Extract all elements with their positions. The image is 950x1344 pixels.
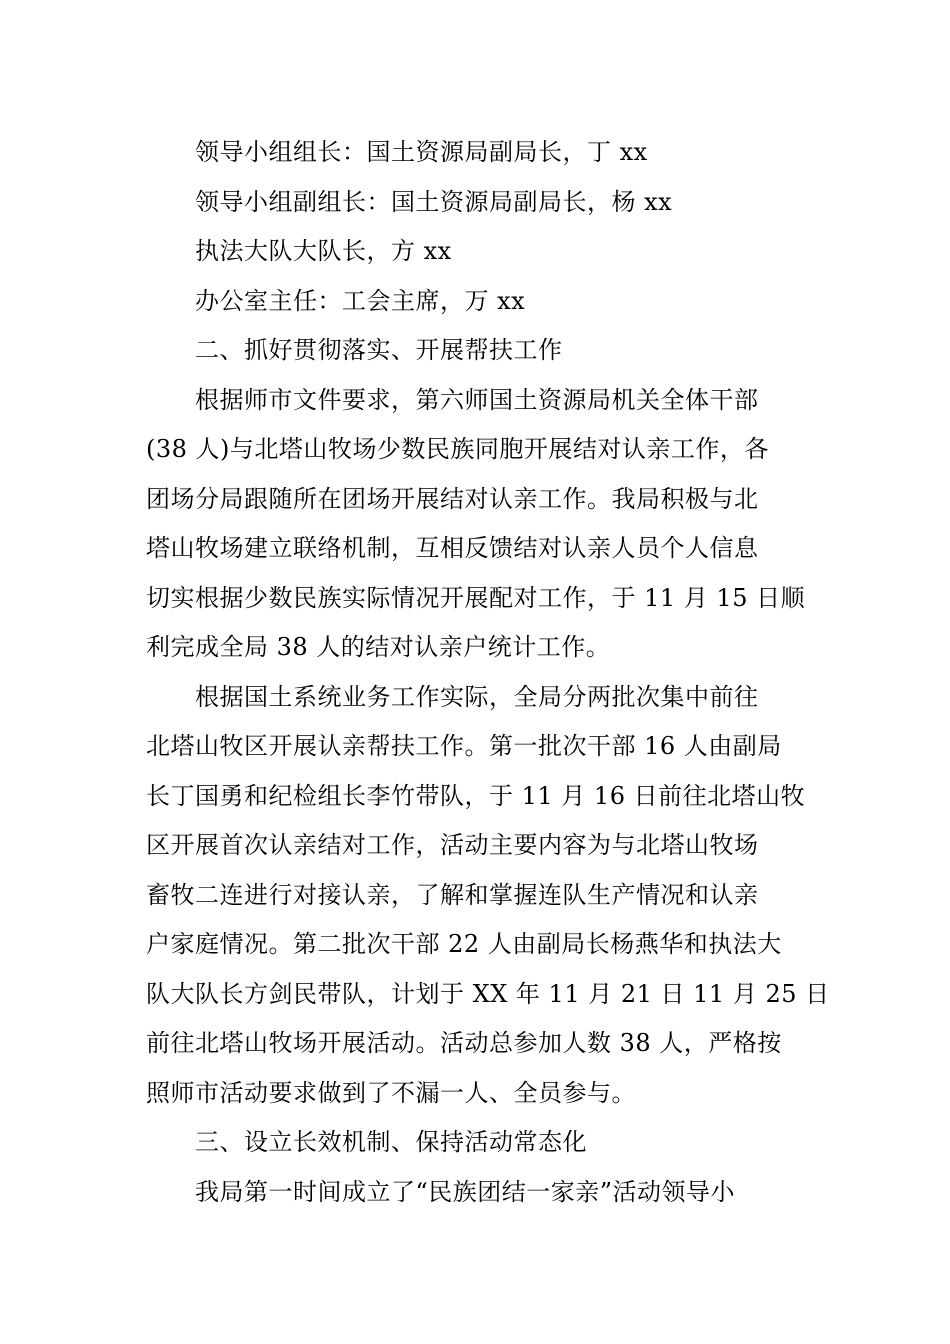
text-line-brigade-captain: 执法大队大队长，方 xx — [195, 237, 452, 265]
text-line-deputy-leader: 领导小组副组长：国土资源局副局长，杨 xx — [195, 188, 673, 216]
paragraph-line: 利完成全局 38 人的结对认亲户统计工作。 — [146, 633, 611, 661]
paragraph-line: 切实根据少数民族实际情况开展配对工作，于 11 月 15 日顺 — [146, 584, 806, 612]
section-heading-two: 二、抓好贯彻落实、开展帮扶工作 — [195, 336, 563, 364]
text-line-office-director: 办公室主任：工会主席，万 xx — [195, 287, 526, 315]
paragraph-line: 长丁国勇和纪检组长李竹带队，于 11 月 16 日前往北塔山牧 — [146, 782, 806, 810]
paragraph-line: 前往北塔山牧场开展活动。活动总参加人数 38 人，严格按 — [146, 1029, 782, 1057]
paragraph-line: 户家庭情况。第二批次干部 22 人由副局长杨燕华和执法大 — [146, 930, 782, 958]
text-line-leader: 领导小组组长：国土资源局副局长，丁 xx — [195, 138, 648, 166]
paragraph-line: 队大队长方剑民带队，计划于 XX 年 11 月 21 日 11 月 25 日 — [146, 980, 830, 1008]
section-heading-three: 三、设立长效机制、保持活动常态化 — [195, 1128, 587, 1156]
paragraph-line: 团场分局跟随所在团场开展结对认亲工作。我局积极与北 — [146, 485, 759, 513]
paragraph-line: 塔山牧场建立联络机制，互相反馈结对认亲人员个人信息 — [146, 534, 759, 562]
paragraph-line: 照师市活动要求做到了不漏一人、全员参与。 — [146, 1079, 636, 1107]
paragraph-line: (38 人)与北塔山牧场少数民族同胞开展结对认亲工作，各 — [146, 435, 769, 463]
paragraph-line: 根据国土系统业务工作实际，全局分两批次集中前往 — [195, 683, 759, 711]
paragraph-line: 畜牧二连进行对接认亲，了解和掌握连队生产情况和认亲 — [146, 881, 759, 909]
paragraph-line: 根据师市文件要求，第六师国土资源局机关全体干部 — [195, 386, 759, 414]
paragraph-line: 区开展首次认亲结对工作，活动主要内容为与北塔山牧场 — [146, 831, 759, 859]
paragraph-line: 北塔山牧区开展认亲帮扶工作。第一批次干部 16 人由副局 — [146, 732, 782, 760]
paragraph-line: 我局第一时间成立了“民族团结一家亲”活动领导小 — [195, 1178, 736, 1206]
